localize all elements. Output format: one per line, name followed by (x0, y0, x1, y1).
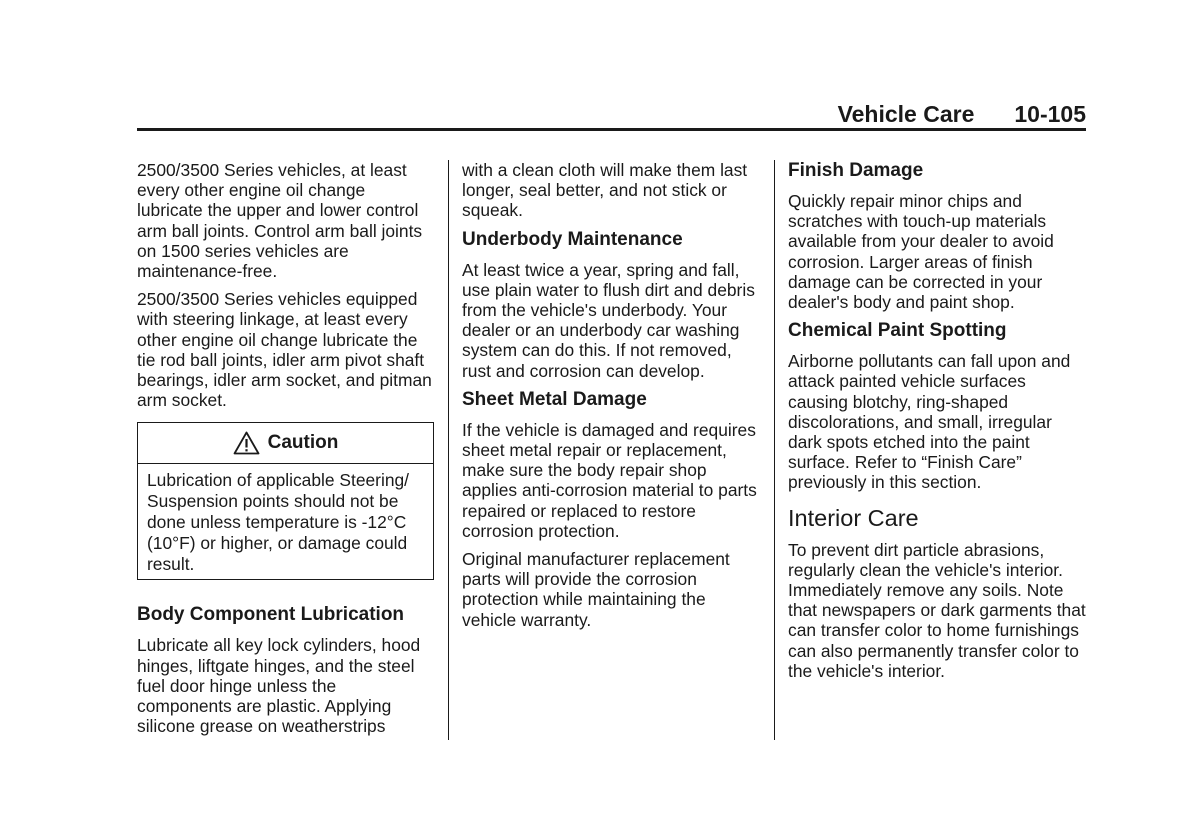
column-divider-1 (448, 160, 449, 740)
column-divider-2 (774, 160, 775, 740)
column-2 (462, 160, 762, 638)
heading-sheet-metal-damage: Sheet Metal Damage (462, 388, 647, 410)
header-rule (137, 128, 1086, 131)
paragraph-clean-cloth: with a clean cloth will make them last longer, seal better, and not stick or squeak. (462, 160, 748, 221)
heading-underbody-maintenance: Underbody Maintenance (462, 228, 683, 250)
heading-chemical-paint-spotting: Chemical Paint Spotting (788, 320, 1007, 342)
column-3 (788, 160, 1086, 689)
heading-interior-care: Interior Care (788, 504, 919, 531)
caution-title: Caution (267, 432, 339, 454)
paragraph-replacement-parts: Original manufacturer replacement parts will provide the corrosion protection while maintaining the vehicle warranty. (462, 549, 730, 630)
caution-box (137, 422, 434, 580)
paragraph-interior-care: To prevent dirt particle abrasions, regularly clean the vehicle's interior. Immediately remove any soils. Note that newspapers or dark garments that can transfer color to home furnishings can also permanently transfer color to the vehicle's interior. (788, 539, 1086, 681)
paragraph-lubricate: Lubricate all key lock cylinders, hood hinges, liftgate hinges, and the steel fuel door hinge unless the components are plastic. Applying silicone grease on weatherstrips (137, 635, 421, 737)
warning-triangle-icon (233, 431, 260, 455)
paragraph-chemical-spotting: Airborne pollutants can fall upon and attack painted vehicle surfaces causing blotchy, ring-shaped discolorations, and small, irregular dark spots etched into the paint surface. Refer to “Finish Care” previously in this section. (788, 351, 1071, 493)
paragraph-sheet-metal: If the vehicle is damaged and requires sheet metal repair or replacement, make sure the body repair shop applies anti-corrosion material to parts repaired or replaced to restore corrosion protection. (462, 419, 757, 541)
heading-finish-damage: Finish Damage (788, 160, 924, 181)
paragraph-underbody: At least twice a year, spring and fall, use plain water to flush dirt and debris from the vehicle's underbody. Your dealer or an underbody car washing system can do this. If not removed, rust and corrosion can develop. (462, 259, 755, 381)
page-header (137, 100, 1086, 128)
column-1 (137, 160, 435, 744)
page-number: 10-105 (1014, 100, 1086, 127)
paragraph-steering-linkage: 2500/3500 Series vehicles equipped with steering linkage, at least every other engine oil change lubricate the tie rod ball joints, idler arm pivot shaft bearings, idler arm socket, and pitman arm socket. (137, 289, 432, 411)
heading-body-component-lubrication: Body Component Lubrication (137, 604, 405, 626)
paragraph-control-arm: 2500/3500 Series vehicles, at least every other engine oil change lubricate the upper and lower control arm ball joints. Control arm ball joints on 1500 series vehicles are maintenance-free. (137, 160, 423, 282)
caution-body (138, 464, 433, 579)
section-title: Vehicle Care (837, 100, 975, 127)
caution-text: Lubrication of applicable Steering/ Suspension points should not be done unless temperature is -12°C (10°F) or higher, or damage could result. (147, 470, 409, 575)
caution-header (138, 423, 433, 464)
paragraph-finish-damage: Quickly repair minor chips and scratches with touch-up materials available from your dealer to avoid corrosion. Larger areas of finish damage can be corrected in your dealer's body and paint shop. (788, 191, 1054, 313)
